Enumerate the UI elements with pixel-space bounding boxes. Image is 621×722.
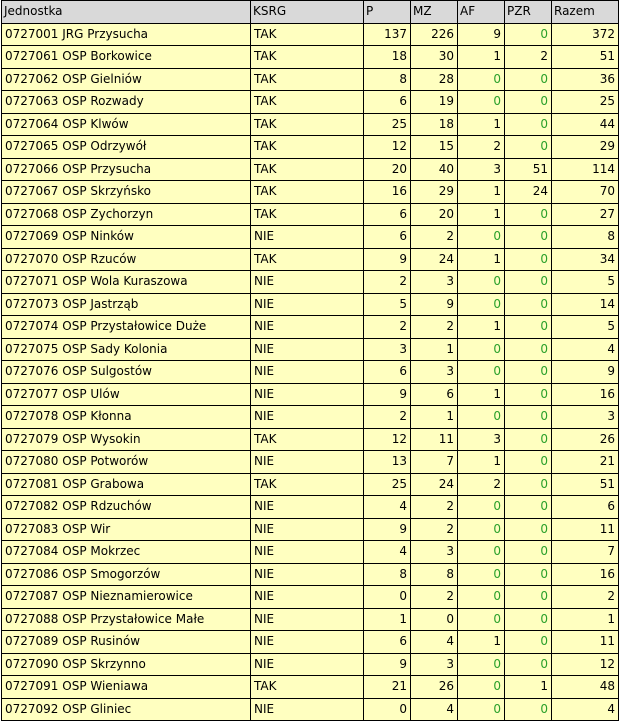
mz-cell: 2 [411,316,458,339]
mz-cell: 30 [411,46,458,69]
unit-name-cell: 0727063 OSP Rozwady [2,91,251,114]
header-pzr: PZR [505,1,552,24]
table-row [2,586,619,609]
af-cell: 0 [458,653,505,676]
ksrg-cell: NIE [251,653,364,676]
razem-cell: 8 [552,226,619,249]
mz-cell: 226 [411,23,458,46]
unit-name-cell: 0727090 OSP Skrzynno [2,653,251,676]
table-row [2,473,619,496]
table-row [2,361,619,384]
mz-cell: 40 [411,158,458,181]
p-cell: 21 [364,676,411,699]
razem-cell: 14 [552,293,619,316]
ksrg-cell: TAK [251,23,364,46]
pzr-cell: 0 [505,248,552,271]
mz-cell: 28 [411,68,458,91]
pzr-cell: 0 [505,451,552,474]
razem-cell: 16 [552,563,619,586]
pzr-cell: 0 [505,586,552,609]
unit-name-cell: 0727071 OSP Wola Kuraszowa [2,271,251,294]
razem-cell: 1 [552,608,619,631]
pzr-cell: 0 [505,23,552,46]
table-row [2,428,619,451]
af-cell: 0 [458,271,505,294]
p-cell: 5 [364,293,411,316]
table-row [2,136,619,159]
pzr-cell: 0 [505,541,552,564]
razem-cell: 5 [552,316,619,339]
mz-cell: 3 [411,653,458,676]
af-cell: 0 [458,338,505,361]
pzr-cell: 0 [505,68,552,91]
p-cell: 6 [364,203,411,226]
ksrg-cell: NIE [251,406,364,429]
units-table [1,0,619,721]
af-cell: 0 [458,91,505,114]
af-cell: 0 [458,293,505,316]
unit-name-cell: 0727079 OSP Wysokin [2,428,251,451]
unit-name-cell: 0727076 OSP Sulgostów [2,361,251,384]
mz-cell: 20 [411,203,458,226]
razem-cell: 4 [552,338,619,361]
mz-cell: 3 [411,361,458,384]
p-cell: 25 [364,113,411,136]
mz-cell: 7 [411,451,458,474]
table-row [2,698,619,721]
mz-cell: 26 [411,676,458,699]
af-cell: 1 [458,316,505,339]
unit-name-cell: 0727070 OSP Rzuców [2,248,251,271]
p-cell: 9 [364,383,411,406]
pzr-cell: 0 [505,406,552,429]
pzr-cell: 0 [505,653,552,676]
p-cell: 6 [364,631,411,654]
razem-cell: 12 [552,653,619,676]
table-row [2,631,619,654]
pzr-cell: 0 [505,428,552,451]
table-row [2,68,619,91]
unit-name-cell: 0727082 OSP Rdzuchów [2,496,251,519]
p-cell: 3 [364,338,411,361]
pzr-cell: 0 [505,518,552,541]
razem-cell: 11 [552,631,619,654]
header-ksrg: KSRG [251,1,364,24]
razem-cell: 26 [552,428,619,451]
ksrg-cell: NIE [251,518,364,541]
mz-cell: 2 [411,496,458,519]
af-cell: 0 [458,406,505,429]
af-cell: 0 [458,698,505,721]
af-cell: 1 [458,203,505,226]
razem-cell: 27 [552,203,619,226]
unit-name-cell: 0727092 OSP Gliniec [2,698,251,721]
unit-name-cell: 0727075 OSP Sady Kolonia [2,338,251,361]
p-cell: 2 [364,271,411,294]
pzr-cell: 0 [505,698,552,721]
mz-cell: 3 [411,541,458,564]
table-row [2,226,619,249]
unit-name-cell: 0727083 OSP Wir [2,518,251,541]
unit-name-cell: 0727080 OSP Potworów [2,451,251,474]
ksrg-cell: TAK [251,113,364,136]
af-cell: 2 [458,473,505,496]
p-cell: 0 [364,586,411,609]
p-cell: 18 [364,46,411,69]
af-cell: 3 [458,158,505,181]
razem-cell: 51 [552,473,619,496]
mz-cell: 19 [411,91,458,114]
table-row [2,406,619,429]
pzr-cell: 0 [505,473,552,496]
af-cell: 1 [458,451,505,474]
pzr-cell: 0 [505,383,552,406]
table-row [2,338,619,361]
table-row [2,248,619,271]
af-cell: 0 [458,361,505,384]
p-cell: 1 [364,608,411,631]
table-row [2,383,619,406]
header-af: AF [458,1,505,24]
ksrg-cell: TAK [251,248,364,271]
mz-cell: 2 [411,226,458,249]
table-row [2,608,619,631]
p-cell: 12 [364,136,411,159]
header-mz: MZ [411,1,458,24]
razem-cell: 3 [552,406,619,429]
pzr-cell: 1 [505,676,552,699]
ksrg-cell: NIE [251,293,364,316]
unit-name-cell: 0727061 OSP Borkowice [2,46,251,69]
table-row [2,113,619,136]
p-cell: 2 [364,316,411,339]
unit-name-cell: 0727089 OSP Rusinów [2,631,251,654]
af-cell: 0 [458,586,505,609]
pzr-cell: 0 [505,113,552,136]
mz-cell: 1 [411,406,458,429]
table-row [2,653,619,676]
razem-cell: 51 [552,46,619,69]
p-cell: 6 [364,91,411,114]
razem-cell: 11 [552,518,619,541]
af-cell: 1 [458,631,505,654]
ksrg-cell: TAK [251,181,364,204]
ksrg-cell: NIE [251,563,364,586]
unit-name-cell: 0727074 OSP Przystałowice Duże [2,316,251,339]
p-cell: 6 [364,361,411,384]
unit-name-cell: 0727073 OSP Jastrząb [2,293,251,316]
af-cell: 0 [458,676,505,699]
ksrg-cell: NIE [251,316,364,339]
af-cell: 3 [458,428,505,451]
table-body [2,23,619,721]
unit-name-cell: 0727087 OSP Nieznamierowice [2,586,251,609]
af-cell: 2 [458,136,505,159]
mz-cell: 15 [411,136,458,159]
p-cell: 2 [364,406,411,429]
ksrg-cell: NIE [251,338,364,361]
razem-cell: 48 [552,676,619,699]
af-cell: 0 [458,541,505,564]
razem-cell: 29 [552,136,619,159]
af-cell: 0 [458,563,505,586]
unit-name-cell: 0727064 OSP Klwów [2,113,251,136]
razem-cell: 372 [552,23,619,46]
ksrg-cell: TAK [251,158,364,181]
p-cell: 12 [364,428,411,451]
pzr-cell: 0 [505,496,552,519]
table-row [2,203,619,226]
razem-cell: 2 [552,586,619,609]
table-row [2,496,619,519]
pzr-cell: 0 [505,608,552,631]
ksrg-cell: TAK [251,91,364,114]
pzr-cell: 0 [505,136,552,159]
ksrg-cell: NIE [251,631,364,654]
af-cell: 0 [458,518,505,541]
af-cell: 0 [458,496,505,519]
pzr-cell: 0 [505,338,552,361]
pzr-cell: 0 [505,316,552,339]
p-cell: 8 [364,563,411,586]
table-row [2,158,619,181]
af-cell: 1 [458,248,505,271]
razem-cell: 70 [552,181,619,204]
ksrg-cell: TAK [251,203,364,226]
af-cell: 1 [458,383,505,406]
unit-name-cell: 0727065 OSP Odrzywół [2,136,251,159]
ksrg-cell: TAK [251,46,364,69]
ksrg-cell: NIE [251,383,364,406]
p-cell: 8 [364,68,411,91]
ksrg-cell: TAK [251,676,364,699]
razem-cell: 5 [552,271,619,294]
table-row [2,518,619,541]
af-cell: 0 [458,608,505,631]
ksrg-cell: NIE [251,361,364,384]
razem-cell: 114 [552,158,619,181]
mz-cell: 9 [411,293,458,316]
unit-name-cell: 0727069 OSP Ninków [2,226,251,249]
mz-cell: 2 [411,518,458,541]
pzr-cell: 2 [505,46,552,69]
razem-cell: 4 [552,698,619,721]
p-cell: 25 [364,473,411,496]
pzr-cell: 0 [505,91,552,114]
p-cell: 9 [364,518,411,541]
af-cell: 1 [458,46,505,69]
table-row [2,316,619,339]
mz-cell: 4 [411,631,458,654]
ksrg-cell: TAK [251,136,364,159]
razem-cell: 9 [552,361,619,384]
mz-cell: 24 [411,473,458,496]
mz-cell: 4 [411,698,458,721]
ksrg-cell: NIE [251,451,364,474]
p-cell: 0 [364,698,411,721]
unit-name-cell: 0727078 OSP Kłonna [2,406,251,429]
p-cell: 20 [364,158,411,181]
af-cell: 0 [458,68,505,91]
table-row [2,451,619,474]
ksrg-cell: NIE [251,698,364,721]
unit-name-cell: 0727067 OSP Skrzyńsko [2,181,251,204]
ksrg-cell: NIE [251,608,364,631]
pzr-cell: 0 [505,631,552,654]
table-row [2,293,619,316]
pzr-cell: 0 [505,226,552,249]
p-cell: 13 [364,451,411,474]
ksrg-cell: NIE [251,226,364,249]
mz-cell: 0 [411,608,458,631]
mz-cell: 11 [411,428,458,451]
razem-cell: 7 [552,541,619,564]
header-p: P [364,1,411,24]
pzr-cell: 0 [505,361,552,384]
mz-cell: 24 [411,248,458,271]
mz-cell: 2 [411,586,458,609]
pzr-cell: 0 [505,271,552,294]
p-cell: 6 [364,226,411,249]
unit-name-cell: 0727066 OSP Przysucha [2,158,251,181]
razem-cell: 44 [552,113,619,136]
p-cell: 137 [364,23,411,46]
pzr-cell: 0 [505,203,552,226]
table-row [2,541,619,564]
table-row [2,181,619,204]
ksrg-cell: NIE [251,496,364,519]
table-row [2,23,619,46]
unit-name-cell: 0727081 OSP Grabowa [2,473,251,496]
table-row [2,271,619,294]
mz-cell: 1 [411,338,458,361]
mz-cell: 18 [411,113,458,136]
header-razem: Razem [552,1,619,24]
ksrg-cell: NIE [251,586,364,609]
unit-name-cell: 0727091 OSP Wieniawa [2,676,251,699]
unit-name-cell: 0727084 OSP Mokrzec [2,541,251,564]
razem-cell: 16 [552,383,619,406]
pzr-cell: 51 [505,158,552,181]
mz-cell: 8 [411,563,458,586]
razem-cell: 21 [552,451,619,474]
mz-cell: 29 [411,181,458,204]
unit-name-cell: 0727088 OSP Przystałowice Małe [2,608,251,631]
unit-name-cell: 0727086 OSP Smogorzów [2,563,251,586]
ksrg-cell: TAK [251,428,364,451]
razem-cell: 25 [552,91,619,114]
table-row [2,563,619,586]
ksrg-cell: TAK [251,68,364,91]
p-cell: 4 [364,496,411,519]
p-cell: 9 [364,248,411,271]
unit-name-cell: 0727077 OSP Ulów [2,383,251,406]
af-cell: 0 [458,226,505,249]
unit-name-cell: 0727001 JRG Przysucha [2,23,251,46]
p-cell: 16 [364,181,411,204]
p-cell: 4 [364,541,411,564]
table-row [2,91,619,114]
p-cell: 9 [364,653,411,676]
razem-cell: 6 [552,496,619,519]
table-row [2,46,619,69]
razem-cell: 34 [552,248,619,271]
unit-name-cell: 0727062 OSP Gielniów [2,68,251,91]
af-cell: 9 [458,23,505,46]
razem-cell: 36 [552,68,619,91]
mz-cell: 3 [411,271,458,294]
pzr-cell: 0 [505,293,552,316]
pzr-cell: 0 [505,563,552,586]
pzr-cell: 24 [505,181,552,204]
ksrg-cell: TAK [251,473,364,496]
mz-cell: 6 [411,383,458,406]
unit-name-cell: 0727068 OSP Zychorzyn [2,203,251,226]
header-row [2,1,619,24]
header-jednostka: Jednostka [2,1,251,24]
ksrg-cell: NIE [251,271,364,294]
ksrg-cell: NIE [251,541,364,564]
table-row [2,676,619,699]
af-cell: 1 [458,181,505,204]
af-cell: 1 [458,113,505,136]
